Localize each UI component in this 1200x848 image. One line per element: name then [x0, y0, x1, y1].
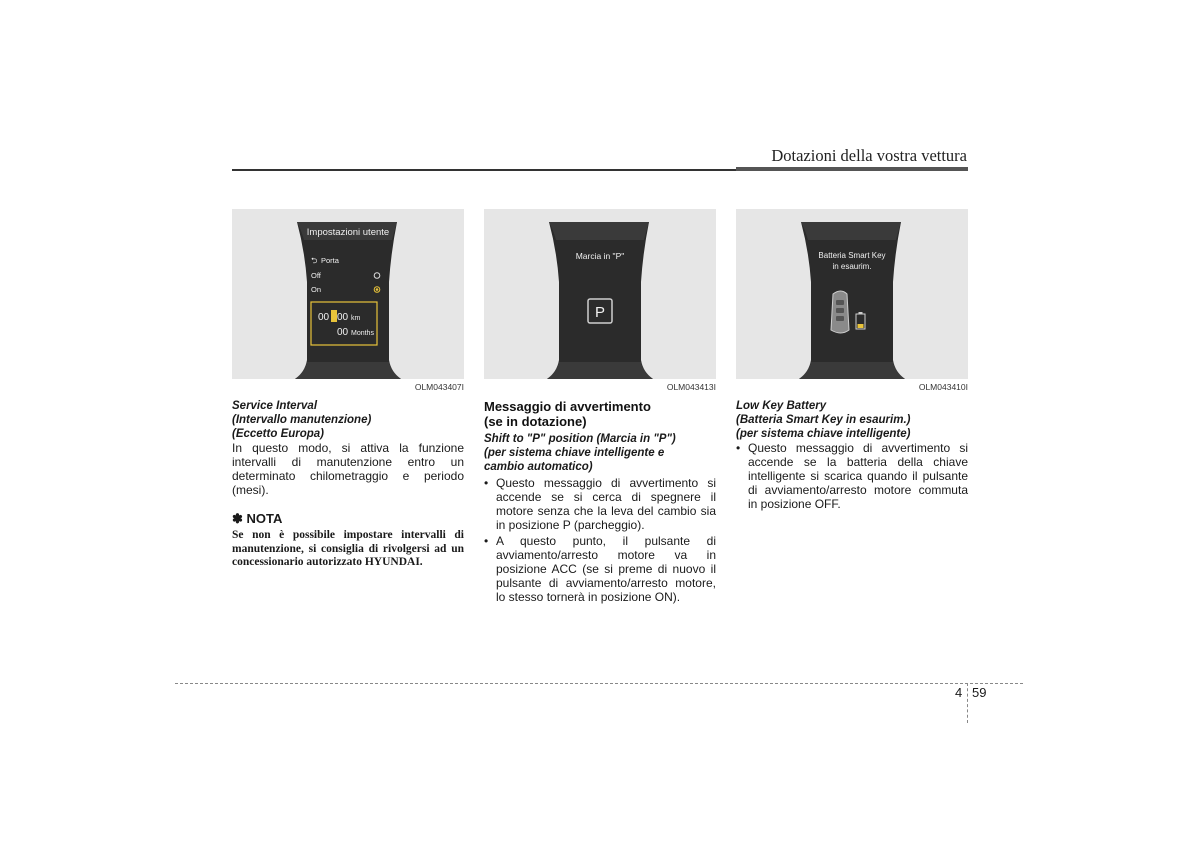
lcd-display-user-settings: [293, 222, 403, 379]
footer-vertical-divider: [967, 683, 968, 723]
chapter-number: 4: [955, 685, 963, 700]
back-arrow-icon: ⮌: [311, 256, 318, 265]
page-number: 59: [972, 685, 987, 700]
section-heading: Messaggio di avvertimento: [484, 399, 651, 414]
km-value-b: 00: [337, 312, 349, 323]
caption-line: (Batteria Smart Key in esaurim.): [736, 414, 911, 426]
smart-key-icon: [831, 291, 849, 333]
caption-line: cambio automatico): [484, 461, 593, 473]
nota-title: ✽ NOTA: [232, 511, 283, 526]
body-paragraph: In questo modo, si attiva la funzione intervalli di manutenzione entro un determinato chilometraggio e periodo (mesi).: [232, 441, 464, 497]
section-heading: (se in dotazione): [484, 414, 587, 429]
figure-shift-to-p: [484, 209, 716, 379]
header-rule-accent: [736, 167, 968, 171]
caption-line: (per sistema chiave intelligente): [736, 428, 911, 440]
menu-back-label: Porta: [321, 256, 339, 265]
figure-service-interval: [232, 209, 464, 379]
bullet-item: • Questo messaggio di avvertimento si accende se la batteria della chiave intelligente si scarica quando il pulsante di avviamento/arresto motore commuta in posizione OFF.: [736, 441, 968, 511]
footer-divider: [175, 683, 1023, 684]
figure-low-key-battery: [736, 209, 968, 379]
months-value: 00: [337, 327, 349, 338]
caption-line: Service Interval: [232, 400, 318, 412]
option-on-label: On: [311, 285, 322, 294]
caption-line: (per sistema chiave intelligente e: [484, 447, 665, 459]
caption-line: Shift to "P" position (Marcia in "P"): [484, 433, 676, 445]
bullet-item: • A questo punto, il pulsante di avviamento/arresto motore va in posizione ACC (se si preme di nuovo il pulsante di avviamento/arresto motore, lo stesso tornerà in posizione ON).: [484, 534, 716, 604]
caption-line: (Intervallo manutenzione): [232, 414, 372, 426]
bullet-list: [736, 441, 968, 511]
screen-title-line-1: Batteria Smart Key: [818, 251, 886, 260]
months-unit: Months: [351, 330, 374, 337]
column-service-interval: [232, 209, 464, 570]
figure-code: OLM043410I: [918, 382, 968, 392]
km-unit: km: [351, 315, 361, 322]
page-header-title: Dotazioni della vostra vettura: [771, 146, 967, 165]
km-value-a: 00: [318, 312, 330, 323]
screen-title: Marcia in "P": [575, 251, 625, 261]
lcd-display-key-battery: [797, 222, 907, 379]
column-low-key-battery: [736, 209, 968, 513]
option-off-label: Off: [311, 271, 321, 280]
figure-code: OLM043413I: [666, 382, 716, 392]
caption-line: Low Key Battery: [736, 400, 827, 412]
caption-line: (Eccetto Europa): [232, 428, 325, 440]
bullet-list: [484, 476, 716, 604]
bullet-item: • Questo messaggio di avvertimento si accende se si cerca di spegnere il motore senza che la leva del cambio sia in posizione P (parcheggio).: [484, 476, 716, 532]
gear-letter: P: [594, 304, 606, 321]
lcd-display-marcia-p: [545, 222, 655, 379]
nota-text: Se non è possibile impostare intervalli di manutenzione, si consiglia di rivolgersi ad un concessionario autorizzato HYUNDAI.: [232, 529, 464, 568]
screen-title-line-2: in esaurim.: [832, 262, 872, 271]
figure-code: OLM043407I: [414, 382, 464, 392]
screen-title: Impostazioni utente: [306, 227, 390, 238]
column-shift-to-p: [484, 209, 716, 606]
